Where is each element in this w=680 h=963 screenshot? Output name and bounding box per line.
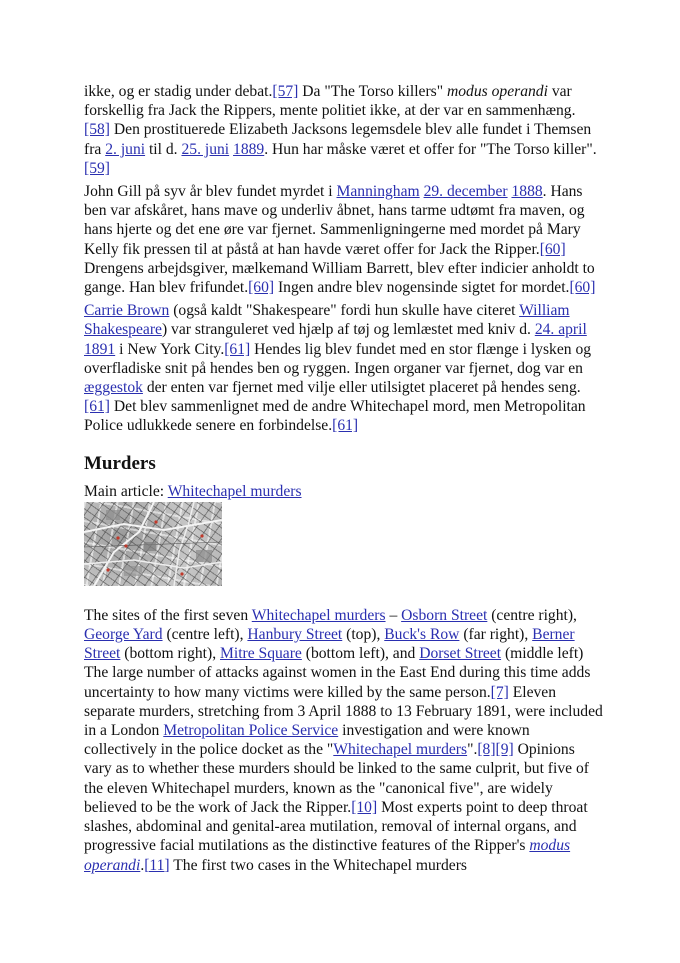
paragraph-carrie-brown bbox=[84, 301, 604, 435]
map-streets bbox=[84, 502, 222, 586]
citation-link-60[interactable]: [60] bbox=[569, 279, 596, 297]
text: (middle left) The large number of attacks against women in the East End during this time adds uncertainty to how many victims were killed by the same person. bbox=[84, 645, 591, 701]
text: var forskellig fra Jack the Rippers, mente politiet ikke, at der var en sammenhæng. bbox=[84, 83, 576, 120]
text: ) var stranguleret ved hjælp af tøj og lemlæstet med kniv d. bbox=[161, 321, 535, 339]
text: Den prostituerede Elizabeth Jacksons legemsdele blev alle fundet i Themsen fra bbox=[84, 121, 592, 158]
link-bucks-row[interactable]: Buck's Row bbox=[384, 626, 460, 644]
paragraph-murders bbox=[84, 606, 604, 875]
text: til d. bbox=[145, 140, 182, 158]
link-2-juni[interactable]: 2. juni bbox=[105, 140, 146, 158]
citation-link-60[interactable]: [60] bbox=[539, 240, 566, 258]
text: Opinions vary as to whether these murders should be linked to the same culprit, but five of the eleven Whitechapel murders, known as the "canonical five", are widely believed to be the work of Jack the Ripper. bbox=[84, 741, 589, 816]
text: . Hans ben var afskåret, hans mave og underliv åbnet, hans tarme udtømt fra maven, og hans hjerte og det ene øre var fjernet. Sammenligningerne med mordet på Mary Kelly fik pressen til at påstå at han havde været offer for Jack the Ripper. bbox=[84, 183, 585, 258]
citation-link-59[interactable]: [59] bbox=[84, 159, 110, 177]
link-manningham[interactable]: Manningham bbox=[336, 183, 420, 201]
link-george-yard[interactable]: George Yard bbox=[84, 626, 163, 644]
text: Det blev sammenlignet med de andre Whitechapel mord, men Metropolitan Police udlukkede senere en forbindelse. bbox=[84, 398, 586, 435]
text: der enten var fjernet med vilje eller utilsigtet placeret på hendes seng. bbox=[142, 379, 581, 397]
article-body bbox=[84, 82, 604, 879]
text: Ingen andre blev nogensinde sigtet for mordet. bbox=[274, 279, 570, 297]
text: Most experts point to deep throat slashes, abdominal and genital-area mutilation, removal of internal organs, and progressive facial mutilations as the distinctive features of the Ripper's bbox=[84, 798, 588, 855]
text: . Hun har måske været et offer for "The Torso killer". bbox=[264, 140, 597, 158]
text: ". bbox=[467, 741, 478, 759]
citation-link-61[interactable]: [61] bbox=[84, 398, 110, 416]
link-hanbury-street[interactable]: Hanbury Street bbox=[247, 626, 343, 644]
text: Drengens arbejdsgiver, mælkemand William Barrett, blev efter indicier anholdt to gange. Han blev frifundet. bbox=[84, 259, 595, 297]
paragraph-torso-killer bbox=[84, 82, 604, 178]
citation-link-61[interactable]: [61] bbox=[224, 340, 251, 358]
citation-link-9[interactable]: [9] bbox=[495, 741, 514, 759]
text: John Gill på syv år blev fundet myrdet i bbox=[84, 183, 337, 201]
citation-link-10[interactable]: [10] bbox=[351, 798, 378, 816]
link-whitechapel-murders[interactable]: Whitechapel murders bbox=[251, 606, 386, 624]
text: (bottom left), and bbox=[301, 645, 420, 663]
text: (bottom right), bbox=[120, 645, 220, 663]
link-william-shakespeare[interactable]: William Shakespeare bbox=[84, 302, 570, 339]
text: Eleven separate murders, stretching from 3 April 1888 to 13 February 1891, were included in a London bbox=[84, 683, 603, 740]
text: (centre left), bbox=[162, 626, 248, 644]
citation-link-57[interactable]: [57] bbox=[272, 83, 299, 100]
text: (centre right), bbox=[487, 606, 577, 624]
text: – bbox=[385, 606, 402, 624]
link-24-april-1891[interactable]: 24. april 1891 bbox=[84, 321, 587, 358]
link-whitechapel-murders-main[interactable]: Whitechapel murders bbox=[167, 482, 302, 500]
citation-link-61[interactable]: [61] bbox=[332, 417, 359, 435]
text: (også kaldt "Shakespeare" fordi hun skulle have citeret bbox=[169, 302, 520, 320]
link-aeggestok[interactable]: æggestok bbox=[84, 379, 143, 397]
whitechapel-map-image[interactable] bbox=[84, 502, 222, 586]
link-metropolitan-police-service[interactable]: Metropolitan Police Service bbox=[163, 722, 339, 740]
text: (far right), bbox=[459, 626, 533, 644]
text: ikke, og er stadig under debat. bbox=[84, 83, 273, 100]
text: . bbox=[140, 856, 145, 874]
link-1889[interactable]: 1889 bbox=[233, 140, 265, 158]
citation-link-7[interactable]: [7] bbox=[490, 683, 509, 701]
link-mitre-square[interactable]: Mitre Square bbox=[220, 645, 302, 663]
citation-link-8[interactable]: [8] bbox=[477, 741, 496, 759]
text: Hendes lig blev fundet med en stor flænge i lysken og overfladiske snit på hendes ben og ryggen. Ingen organer var fjernet, dog var en bbox=[84, 340, 592, 377]
text: The sites of the first seven bbox=[84, 606, 252, 624]
section-heading-murders: Murders bbox=[84, 452, 156, 474]
citation-link-58[interactable]: [58] bbox=[84, 121, 110, 139]
hatnote-label: Main article: bbox=[84, 482, 168, 500]
link-berner-street[interactable]: Berner Street bbox=[84, 626, 575, 663]
text: i New York City. bbox=[115, 340, 225, 358]
link-29-december[interactable]: 29. december bbox=[423, 183, 508, 201]
citation-link-60[interactable]: [60] bbox=[248, 279, 275, 297]
link-osborn-street[interactable]: Osborn Street bbox=[401, 606, 488, 624]
italic-text: modus operandi bbox=[447, 83, 548, 100]
citation-link-11[interactable]: [11] bbox=[144, 856, 170, 874]
link-dorset-street[interactable]: Dorset Street bbox=[419, 645, 502, 663]
link-1888[interactable]: 1888 bbox=[511, 183, 543, 201]
paragraph-john-gill bbox=[84, 182, 604, 297]
text: investigation and were known collectively in the police docket as the " bbox=[84, 722, 530, 759]
link-25-juni[interactable]: 25. juni bbox=[181, 140, 230, 158]
text: The first two cases in the Whitechapel murders bbox=[169, 856, 467, 874]
text: Da "The Torso killers" bbox=[298, 83, 447, 100]
main-article-hatnote bbox=[84, 482, 604, 501]
link-modus-operandi[interactable]: modus operandi bbox=[84, 837, 571, 874]
link-carrie-brown[interactable]: Carrie Brown bbox=[84, 302, 170, 320]
link-whitechapel-murders[interactable]: Whitechapel murders bbox=[333, 741, 468, 759]
text: (top), bbox=[342, 626, 385, 644]
